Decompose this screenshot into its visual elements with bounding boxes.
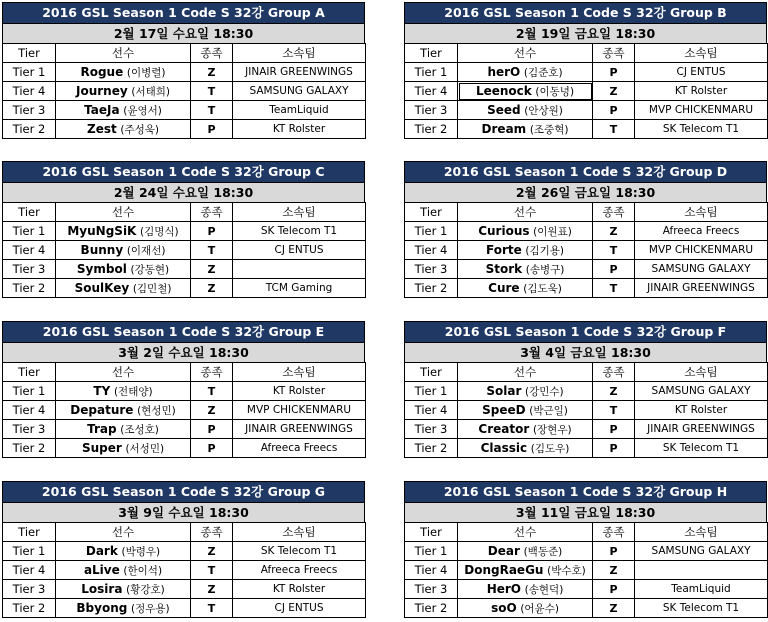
race-cell: T	[191, 241, 233, 260]
player-row	[405, 561, 768, 580]
header-team: 소속팀	[635, 523, 768, 542]
group-date: 2월 17일 수요일 18:30	[2, 23, 365, 43]
player-name: Rogue	[80, 64, 124, 79]
player-row	[3, 561, 366, 580]
team-cell: KT Rolster	[233, 120, 366, 139]
player-row	[3, 599, 366, 618]
tier-cell: Tier 2	[3, 279, 56, 298]
player-cell[interactable]	[56, 279, 191, 298]
group-title: 2016 GSL Season 1 Code S 32강 Group D	[404, 161, 767, 182]
tier-cell: Tier 3	[405, 420, 458, 439]
player-name: soO	[491, 600, 517, 615]
player-name: Losira	[81, 581, 123, 596]
header-tier: Tier	[405, 523, 458, 542]
race-cell: P	[191, 420, 233, 439]
player-cell[interactable]	[56, 542, 191, 561]
team-cell: MVP CHICKENMARU	[635, 241, 768, 260]
header-row	[405, 44, 768, 63]
race-cell: P	[593, 542, 635, 561]
team-cell: SK Telecom T1	[233, 542, 366, 561]
header-race: 종족	[593, 523, 635, 542]
group-table	[404, 43, 768, 139]
player-row	[3, 222, 366, 241]
race-cell: Z	[593, 82, 635, 101]
player-cell[interactable]	[56, 561, 191, 580]
player-korean-name: (김도우)	[530, 442, 570, 455]
team-cell: SK Telecom T1	[635, 120, 768, 139]
race-cell: P	[191, 120, 233, 139]
race-cell: Z	[191, 260, 233, 279]
header-player: 선수	[458, 523, 593, 542]
tier-cell: Tier 1	[405, 63, 458, 82]
player-korean-name: (서태희)	[131, 85, 170, 98]
player-row	[405, 542, 768, 561]
player-name: aLive	[83, 562, 120, 577]
race-cell: T	[191, 382, 233, 401]
team-cell: SAMSUNG GALAXY	[233, 82, 366, 101]
group-table	[404, 202, 768, 298]
player-cell[interactable]	[56, 420, 191, 439]
player-name: Super	[81, 440, 122, 455]
player-row	[3, 63, 366, 82]
group-title: 2016 GSL Season 1 Code S 32강 Group F	[404, 321, 767, 342]
race-cell: P	[593, 101, 635, 120]
player-name: Dream	[481, 121, 527, 136]
group-d-panel	[404, 161, 767, 298]
player-row	[3, 542, 366, 561]
player-cell[interactable]	[56, 222, 191, 241]
player-korean-name: (백동준)	[523, 545, 563, 558]
header-player: 선수	[56, 363, 191, 382]
player-cell[interactable]	[56, 580, 191, 599]
tier-cell: Tier 4	[3, 82, 56, 101]
header-team: 소속팀	[233, 523, 366, 542]
player-korean-name: (전태양)	[113, 385, 153, 398]
group-table	[404, 522, 768, 618]
player-korean-name: (이병렬)	[126, 66, 166, 79]
team-cell: SAMSUNG GALAXY	[635, 260, 768, 279]
team-cell: Afreeca Freecs	[635, 222, 768, 241]
player-cell[interactable]	[56, 599, 191, 618]
player-cell[interactable]	[458, 580, 593, 599]
player-name: Classic	[480, 440, 528, 455]
team-cell: KT Rolster	[233, 382, 366, 401]
player-row	[405, 222, 768, 241]
group-date: 3월 4일 금요일 18:30	[404, 342, 767, 362]
player-name: TaeJa	[84, 102, 120, 117]
player-korean-name: (현성민)	[137, 404, 176, 417]
team-cell: SK Telecom T1	[233, 222, 366, 241]
player-row	[405, 439, 768, 458]
player-korean-name: (황강호)	[126, 583, 165, 596]
team-cell: JINAIR GREENWINGS	[233, 63, 366, 82]
player-name: TY	[93, 383, 111, 398]
player-row	[3, 260, 366, 279]
tier-cell: Tier 1	[405, 382, 458, 401]
header-row	[3, 203, 366, 222]
header-row	[3, 523, 366, 542]
team-cell: KT Rolster	[635, 82, 768, 101]
player-cell[interactable]	[56, 101, 191, 120]
group-title: 2016 GSL Season 1 Code S 32강 Group E	[2, 321, 365, 342]
team-cell: JINAIR GREENWINGS	[635, 279, 768, 298]
tier-cell: Tier 2	[405, 279, 458, 298]
player-name: Bbyong	[76, 600, 128, 615]
tier-cell: Tier 1	[3, 542, 56, 561]
race-cell: T	[191, 82, 233, 101]
header-row	[3, 363, 366, 382]
group-title: 2016 GSL Season 1 Code S 32강 Group G	[2, 481, 365, 502]
player-cell[interactable]	[458, 222, 593, 241]
player-korean-name: (송병구)	[525, 263, 565, 276]
player-name: Cure	[488, 280, 520, 295]
race-cell: Z	[593, 222, 635, 241]
player-row	[405, 279, 768, 298]
header-race: 종족	[593, 44, 635, 63]
player-cell[interactable]	[458, 382, 593, 401]
player-korean-name: (강동현)	[130, 263, 170, 276]
player-name: MyuNgSiK	[67, 223, 137, 238]
race-cell: T	[593, 401, 635, 420]
tier-cell: Tier 2	[3, 120, 56, 139]
player-name: Zest	[87, 121, 117, 136]
player-name: Dark	[85, 543, 118, 558]
race-cell: P	[593, 420, 635, 439]
player-korean-name: (이재선)	[126, 244, 166, 257]
tier-cell: Tier 1	[3, 382, 56, 401]
group-table	[2, 202, 366, 298]
race-cell: Z	[191, 580, 233, 599]
header-race: 종족	[191, 44, 233, 63]
race-cell: T	[191, 599, 233, 618]
tier-cell: Tier 4	[405, 241, 458, 260]
header-tier: Tier	[3, 523, 56, 542]
player-name: SoulKey	[74, 280, 130, 295]
team-cell: SK Telecom T1	[635, 599, 768, 618]
player-row	[405, 63, 768, 82]
header-race: 종족	[191, 523, 233, 542]
player-cell[interactable]	[458, 420, 593, 439]
tier-cell: Tier 3	[3, 260, 56, 279]
player-korean-name: (윤영서)	[123, 104, 162, 117]
group-f-panel	[404, 321, 767, 458]
player-cell[interactable]	[458, 599, 593, 618]
player-row	[405, 420, 768, 439]
player-cell[interactable]	[56, 120, 191, 139]
race-cell: Z	[191, 401, 233, 420]
tier-cell: Tier 2	[405, 439, 458, 458]
header-team: 소속팀	[233, 363, 366, 382]
player-cell[interactable]	[56, 260, 191, 279]
player-row	[405, 120, 768, 139]
group-g-panel	[2, 481, 365, 618]
group-title: 2016 GSL Season 1 Code S 32강 Group C	[2, 161, 365, 182]
header-tier: Tier	[3, 203, 56, 222]
player-cell[interactable]	[458, 279, 593, 298]
player-row	[3, 241, 366, 260]
group-title: 2016 GSL Season 1 Code S 32강 Group H	[404, 481, 767, 502]
race-cell: T	[593, 120, 635, 139]
player-name: Bunny	[80, 242, 124, 257]
player-cell[interactable]	[458, 401, 593, 420]
tier-cell: Tier 1	[3, 63, 56, 82]
player-cell[interactable]	[56, 439, 191, 458]
player-cell[interactable]	[458, 241, 593, 260]
group-table	[2, 43, 366, 139]
player-name: Solar	[486, 383, 522, 398]
player-cell[interactable]	[458, 542, 593, 561]
player-name: Leenock	[475, 83, 532, 98]
header-player: 선수	[458, 363, 593, 382]
team-cell: TCM Gaming	[233, 279, 366, 298]
player-name: Forte	[485, 242, 522, 257]
player-korean-name: (강민수)	[525, 385, 564, 398]
team-cell: Afreeca Freecs	[233, 439, 366, 458]
group-date: 3월 2일 수요일 18:30	[2, 342, 365, 362]
team-cell: SAMSUNG GALAXY	[635, 382, 768, 401]
group-c-panel	[2, 161, 365, 298]
player-row	[3, 279, 366, 298]
player-name: Trap	[87, 421, 117, 436]
player-row	[3, 82, 366, 101]
team-cell: CJ ENTUS	[233, 241, 366, 260]
header-team: 소속팀	[635, 44, 768, 63]
player-cell[interactable]	[458, 120, 593, 139]
group-date: 2월 26일 금요일 18:30	[404, 182, 767, 202]
player-row	[405, 580, 768, 599]
team-cell: CJ ENTUS	[635, 63, 768, 82]
header-tier: Tier	[3, 363, 56, 382]
team-cell: JINAIR GREENWINGS	[635, 420, 768, 439]
header-row	[405, 203, 768, 222]
player-name: Stork	[485, 261, 523, 276]
header-player: 선수	[458, 203, 593, 222]
group-table	[2, 522, 366, 618]
player-row	[3, 439, 366, 458]
header-team: 소속팀	[635, 203, 768, 222]
player-korean-name: (김도욱)	[523, 282, 562, 295]
tier-cell: Tier 2	[3, 599, 56, 618]
player-cell[interactable]	[458, 561, 593, 580]
player-korean-name: (조성호)	[120, 423, 159, 436]
team-cell: KT Rolster	[233, 580, 366, 599]
player-cell[interactable]	[56, 382, 191, 401]
player-korean-name: (안상원)	[524, 104, 563, 117]
team-cell: TeamLiquid	[635, 580, 768, 599]
player-row	[405, 382, 768, 401]
player-cell[interactable]	[458, 260, 593, 279]
race-cell: T	[593, 279, 635, 298]
player-korean-name: (정우용)	[130, 602, 170, 615]
team-cell	[233, 260, 366, 279]
player-name: Dear	[487, 543, 520, 558]
player-name: HerO	[486, 581, 522, 596]
tier-cell: Tier 1	[3, 222, 56, 241]
tier-cell: Tier 3	[405, 260, 458, 279]
team-cell: SAMSUNG GALAXY	[635, 542, 768, 561]
player-cell[interactable]	[56, 82, 191, 101]
player-korean-name: (이동녕)	[535, 85, 575, 98]
group-e-panel	[2, 321, 365, 458]
race-cell: P	[593, 260, 635, 279]
group-date: 2월 24일 수요일 18:30	[2, 182, 365, 202]
race-cell: P	[191, 222, 233, 241]
tier-cell: Tier 2	[3, 439, 56, 458]
player-korean-name: (이원표)	[533, 225, 572, 238]
header-tier: Tier	[3, 44, 56, 63]
header-tier: Tier	[405, 203, 458, 222]
header-team: 소속팀	[233, 44, 366, 63]
player-name: DongRaeGu	[464, 562, 544, 577]
team-cell: MVP CHICKENMARU	[635, 101, 768, 120]
player-cell[interactable]	[56, 241, 191, 260]
player-korean-name: (장현우)	[532, 423, 572, 436]
group-table	[2, 362, 366, 458]
player-korean-name: (김기용)	[525, 244, 565, 257]
header-player: 선수	[56, 203, 191, 222]
tier-cell: Tier 4	[405, 82, 458, 101]
player-row	[405, 260, 768, 279]
group-title: 2016 GSL Season 1 Code S 32강 Group A	[2, 2, 365, 23]
player-row	[3, 580, 366, 599]
race-cell: P	[593, 63, 635, 82]
player-row	[405, 101, 768, 120]
team-cell: JINAIR GREENWINGS	[233, 420, 366, 439]
race-cell: Z	[191, 279, 233, 298]
player-korean-name: (주성욱)	[120, 123, 159, 136]
group-table	[404, 362, 768, 458]
player-name: Creator	[478, 421, 530, 436]
player-cell[interactable]	[458, 82, 593, 101]
header-race: 종족	[191, 203, 233, 222]
tier-cell: Tier 4	[3, 561, 56, 580]
player-cell[interactable]	[458, 101, 593, 120]
tier-cell: Tier 3	[3, 420, 56, 439]
team-cell: CJ ENTUS	[233, 599, 366, 618]
race-cell: P	[593, 439, 635, 458]
team-cell: SK Telecom T1	[635, 439, 768, 458]
player-name: Seed	[487, 102, 521, 117]
player-korean-name: (박수호)	[547, 564, 586, 577]
player-row	[405, 401, 768, 420]
group-a-panel	[2, 2, 365, 139]
player-cell[interactable]	[458, 63, 593, 82]
player-korean-name: (송현덕)	[524, 583, 564, 596]
header-race: 종족	[191, 363, 233, 382]
player-korean-name: (김준호)	[523, 66, 563, 79]
group-date: 3월 9일 수요일 18:30	[2, 502, 365, 522]
player-row	[3, 401, 366, 420]
player-korean-name: (김명식)	[140, 225, 179, 238]
group-b-panel	[404, 2, 767, 139]
tier-cell: Tier 3	[3, 101, 56, 120]
player-name: Journey	[76, 83, 128, 98]
race-cell: Z	[593, 561, 635, 580]
player-row	[3, 382, 366, 401]
tier-cell: Tier 3	[405, 101, 458, 120]
team-cell	[635, 561, 768, 580]
player-cell[interactable]	[56, 401, 191, 420]
race-cell: P	[593, 580, 635, 599]
header-tier: Tier	[405, 363, 458, 382]
tier-cell: Tier 4	[3, 401, 56, 420]
team-cell: KT Rolster	[635, 401, 768, 420]
player-name: Curious	[478, 223, 530, 238]
tier-cell: Tier 4	[405, 401, 458, 420]
group-date: 2월 19일 금요일 18:30	[404, 23, 767, 43]
header-player: 선수	[458, 44, 593, 63]
player-row	[405, 241, 768, 260]
tier-cell: Tier 1	[405, 222, 458, 241]
header-race: 종족	[593, 363, 635, 382]
header-tier: Tier	[405, 44, 458, 63]
race-cell: T	[593, 241, 635, 260]
race-cell: Z	[593, 599, 635, 618]
tier-cell: Tier 2	[405, 120, 458, 139]
header-row	[3, 44, 366, 63]
tier-cell: Tier 3	[405, 580, 458, 599]
header-team: 소속팀	[635, 363, 768, 382]
player-korean-name: (박근일)	[529, 404, 568, 417]
group-date: 3월 11일 금요일 18:30	[404, 502, 767, 522]
group-h-panel	[404, 481, 767, 618]
player-korean-name: (한이석)	[123, 564, 163, 577]
player-row	[405, 82, 768, 101]
team-cell: MVP CHICKENMARU	[233, 401, 366, 420]
player-cell[interactable]	[458, 439, 593, 458]
player-row	[3, 120, 366, 139]
header-team: 소속팀	[233, 203, 366, 222]
race-cell: Z	[593, 382, 635, 401]
tier-cell: Tier 4	[405, 561, 458, 580]
player-row	[3, 101, 366, 120]
header-row	[405, 363, 768, 382]
header-player: 선수	[56, 523, 191, 542]
tier-cell: Tier 3	[3, 580, 56, 599]
race-cell: P	[191, 439, 233, 458]
player-korean-name: (조중혁)	[529, 123, 569, 136]
header-row	[405, 523, 768, 542]
player-name: Depature	[70, 402, 134, 417]
player-korean-name: (어윤수)	[520, 602, 559, 615]
race-cell: Z	[191, 63, 233, 82]
team-cell: TeamLiquid	[233, 101, 366, 120]
race-cell: T	[191, 101, 233, 120]
player-korean-name: (김민철)	[132, 282, 172, 295]
player-row	[3, 420, 366, 439]
header-player: 선수	[56, 44, 191, 63]
player-korean-name: (서성민)	[125, 442, 165, 455]
team-cell: Afreeca Freecs	[233, 561, 366, 580]
player-name: SpeeD	[482, 402, 526, 417]
player-cell[interactable]	[56, 63, 191, 82]
player-row	[405, 599, 768, 618]
race-cell: Z	[191, 542, 233, 561]
header-race: 종족	[593, 203, 635, 222]
player-name: Symbol	[76, 261, 127, 276]
tier-cell: Tier 2	[405, 599, 458, 618]
tier-cell: Tier 4	[3, 241, 56, 260]
race-cell: T	[191, 561, 233, 580]
player-name: herO	[487, 64, 521, 79]
player-korean-name: (박령우)	[121, 545, 161, 558]
group-title: 2016 GSL Season 1 Code S 32강 Group B	[404, 2, 767, 23]
tier-cell: Tier 1	[405, 542, 458, 561]
